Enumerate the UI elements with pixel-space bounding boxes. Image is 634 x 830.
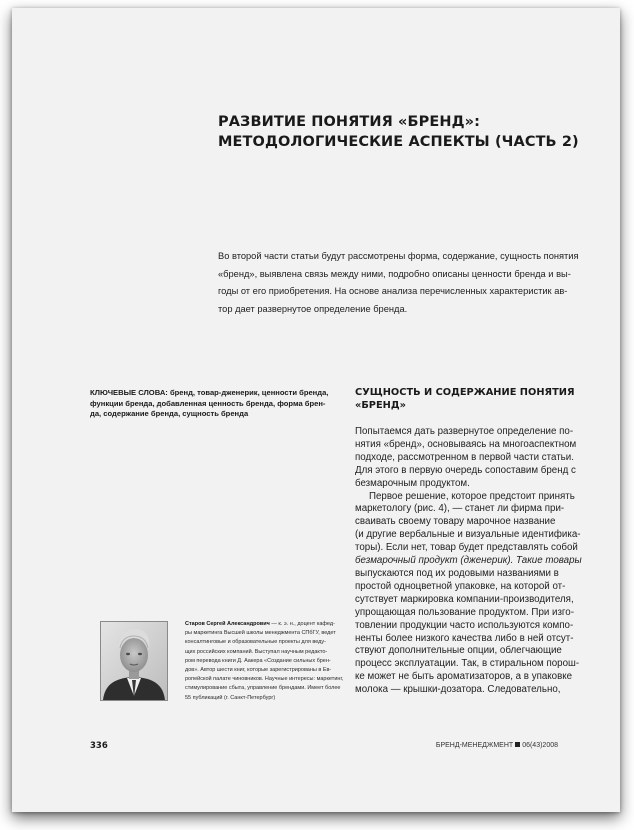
body-line: Первое решение, которое предстоит принять [369,490,575,502]
body-line: маркетологу (рис. 4), — станет ли фирма при- [355,503,565,515]
bio-line: ропейской палате чиновников. Научные интересы: маркетинг, [185,676,344,683]
page-number: 336 [90,741,108,751]
body-line: молока — крышки-дозатора. Следовательно, [355,684,561,696]
journal-name: БРЕНД-МЕНЕДЖМЕНТ [435,742,514,749]
body-line: нятия «бренд», основываясь на многоаспектном [355,438,577,450]
abstract-line: Во второй части статьи будут рассмотрены форма, содержание, сущность понятия [218,251,579,261]
journal-page [12,8,620,812]
section-heading [355,387,605,412]
body-line: безмарочным продуктом. [355,477,470,489]
author-portrait-image [101,622,167,700]
body-line: выпускаются под их родовыми названиями в [355,567,559,579]
body-line: торы). Если нет, товар будет представлять собой [355,542,578,554]
body-line: (и другие вербальные и визуальные идентифика- [355,529,581,541]
bio-line: ры маркетинга Высшей школы менеджмента СПбГУ, ведет [185,630,336,637]
abstract-line: «бренд», выявлена связь между ними, подробно описаны ценности бренда и вы- [218,268,571,279]
keywords-line: да, содержание бренда, сущность бренда [90,409,249,418]
bio-line: ром перевода книги Д. Аакера «Создание сильных брен- [185,657,331,664]
bio-line: дов». Автор шести книг, которые зарегистрированы в Ев- [185,667,332,674]
author-photo [100,621,168,701]
body-line: безмарочный продукт (дженерик). Такие товары [355,555,582,567]
body-line: сваивать своему товару марочное название [355,516,556,528]
body-line: Для этого в первую очередь сопоставим бренд с [355,464,576,476]
author-bio [185,620,345,703]
body-line: упрощающая пользование продуктом. При изго- [355,606,574,618]
article-title [218,112,598,152]
journal-issue: 06(43)2008 [522,742,558,749]
title-line: МЕТОДОЛОГИЧЕСКИЕ АСПЕКТЫ (ЧАСТЬ 2) [218,134,579,150]
body-line: ствуют дополнительные опции, облегчающие [355,645,562,657]
section-heading-line: «БРЕНД» [355,399,406,411]
keywords-line: функции бренда, добавленная ценность бренда, форма брен- [90,398,326,408]
bio-line [185,620,345,629]
body-line: ненты более низкого качества либо в ней отсут- [355,632,574,644]
article-abstract [218,248,602,318]
bio-line: 55 публикаций (г. Санкт-Петербург) [185,694,276,701]
bio-line: консалтинговые и образовательные проекты для веду- [185,639,326,646]
square-bullet-icon [515,742,520,747]
body-line: сутствует маркировка компании-производителя, [355,593,574,605]
body-column [355,426,605,697]
section-heading-line: СУЩНОСТЬ И СОДЕРЖАНИЕ ПОНЯТИЯ [355,387,575,398]
author-name: Старов Сергей Александрович [185,621,270,627]
bio-first-line-rest: — к. э. н., доцент кафед- [269,621,335,627]
body-line: простой одноцветной упаковке, на которой от- [355,580,566,592]
body-line: подходе, рассмотренном в первой части статьи. [355,451,574,463]
abstract-line: годы от его приобретения. На основе анализа перечисленных характеристик ав- [218,286,568,296]
bio-line: стимулирование сбыта, управление брендами. Имеет более [185,685,341,692]
body-line: Попытаемся дать развернутое определение по- [355,426,574,437]
keywords-block [90,388,340,420]
abstract-line: тор дает развернутое определение бренда. [218,303,408,314]
body-line: процесс эксплуатации. Так, в стиральном порош- [355,658,580,670]
bio-line: щих российских компаний. Выступал научным редакто- [185,648,328,655]
body-line: товлении продукции часто используются компо- [355,619,574,631]
title-line: РАЗВИТИЕ ПОНЯТИЯ «БРЕНД»: [218,114,480,130]
journal-footer [436,742,558,749]
body-line: ке может не быть ароматизаторов, а в упаковке [355,671,573,683]
keywords-line: КЛЮЧЕВЫЕ СЛОВА: бренд, товар-дженерик, ценности бренда, [90,388,329,397]
